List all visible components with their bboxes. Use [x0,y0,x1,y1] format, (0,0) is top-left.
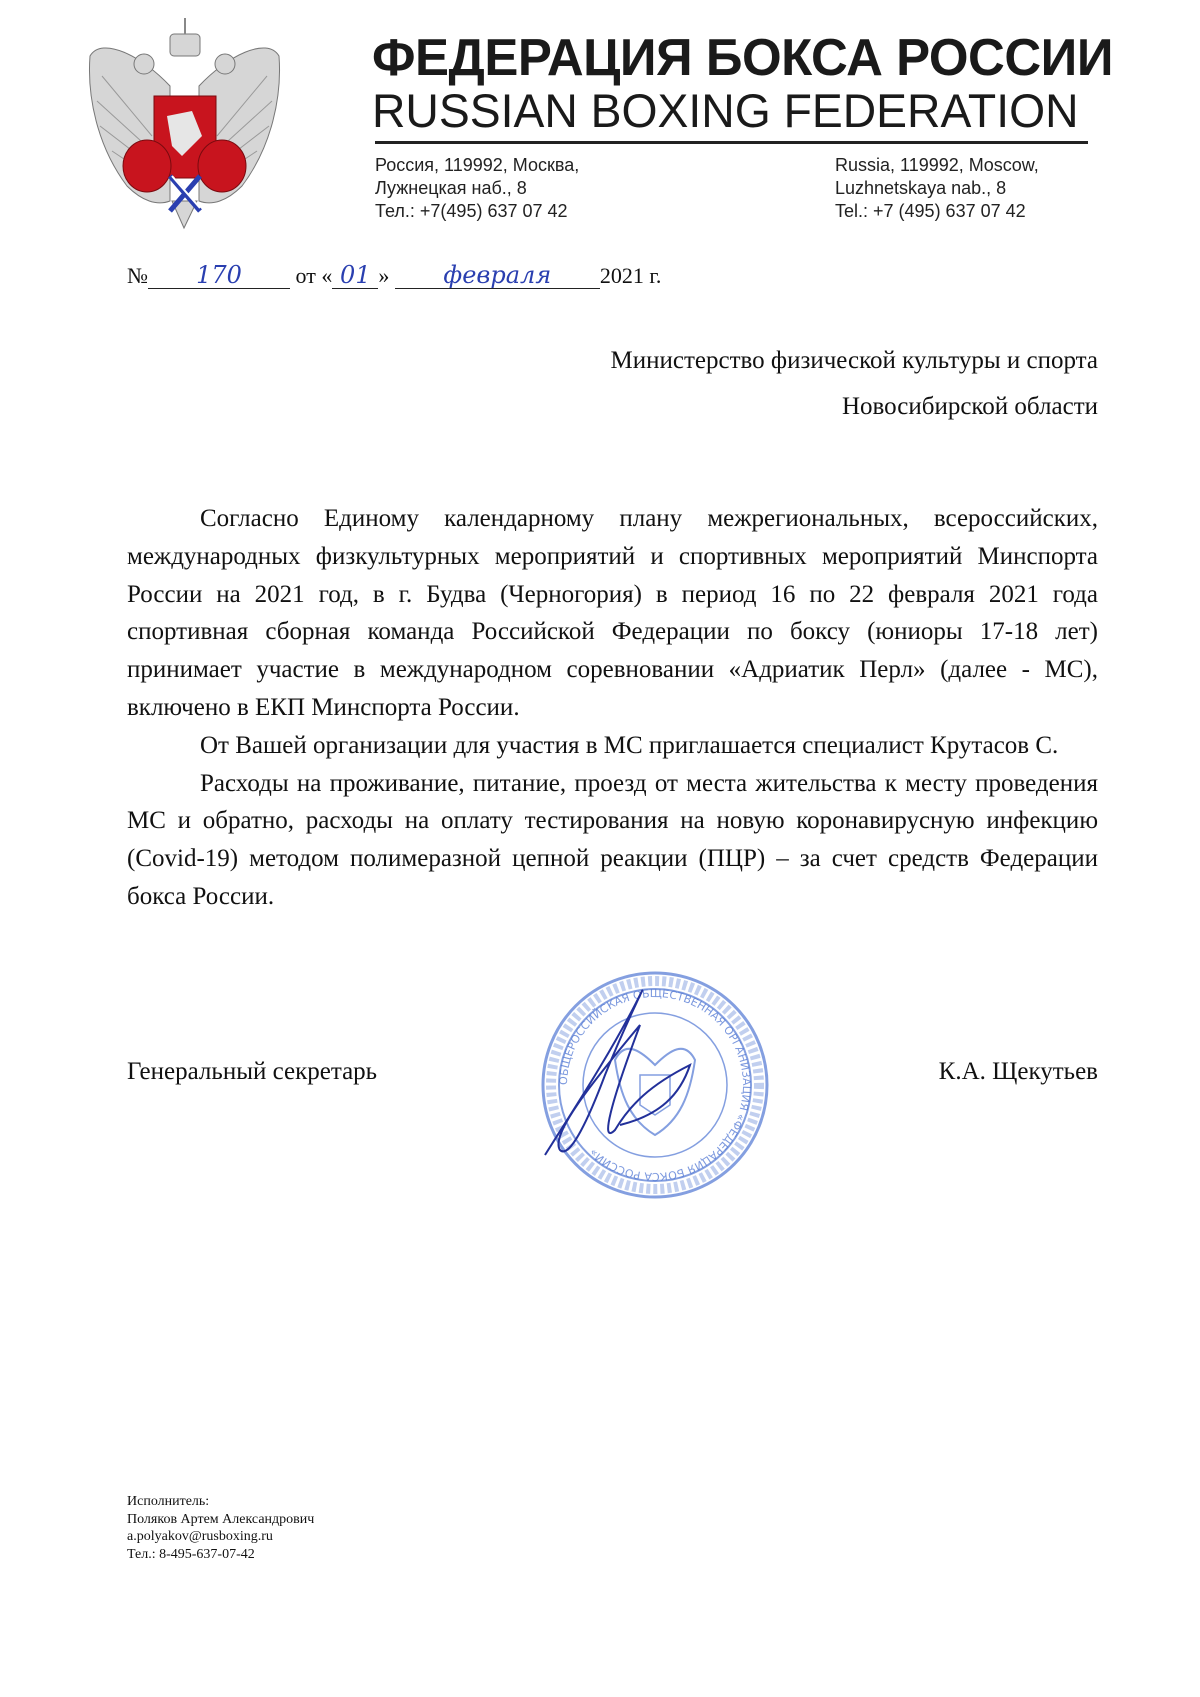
executor-name: Поляков Артем Александрович [127,1511,315,1527]
letterhead-title-ru: ФЕДЕРАЦИЯ БОКСА РОССИИ [372,29,1113,87]
paragraph: Расходы на проживание, питание, проезд от места жительства к месту проведения МС и обратно, расходы на оплату тестирования на новую коронавирусную инфекцию (Covid-19) методом полимеразной цепной реакции (ПЦР) – за счет средств Федерации бокса России. [127,769,1098,910]
signatory-name: К.А. Щекутьев [938,1058,1098,1085]
official-stamp [530,965,780,1205]
federation-logo [82,16,287,231]
letterhead-divider [375,141,1088,144]
address-ru [375,154,579,223]
letterhead-title-en: RUSSIAN BOXING FEDERATION [372,84,1079,137]
registration-number: 170 [148,262,290,289]
paragraph: Согласно Единому календарному плану межрегиональных, всероссийских, международных физкультурных мероприятий и спортивных мероприятий Минспорта России на 2021 год, в г. Будва (Черногория) в период 16 по 22 февраля 2021 года спортивная сборная команда Российской Федерации по боксу (юниоры 17-18 лет) принимает участие в международном соревновании «Адриатик Перл» (далее - МС), включено в ЕКП Минспорта России. [127,505,1098,721]
executor-label: Исполнитель: [127,1494,210,1509]
address-phone: Tel.: +7 (495) 637 07 42 [835,201,1026,221]
registration-month: февраля [395,262,600,289]
address-line: Luzhnetskaya nab., 8 [835,178,1007,198]
address-line: Россия, 119992, Москва, [375,155,580,175]
address-en [835,154,1039,223]
address-line: Лужнецкая наб., 8 [375,178,527,198]
registration-year: 2021 г. [599,263,662,288]
addressee [611,338,1098,430]
executor-info [127,1493,314,1563]
addressee-line: Министерство физической культуры и спорта [610,347,1098,374]
letter-body [127,500,1098,916]
executor-phone: Тел.: 8-495-637-07-42 [127,1546,255,1562]
stamp-text: ОБЩЕРОССИЙСКАЯ ОБЩЕСТВЕННАЯ ОРГАНИЗАЦИЯ «ФЕДЕРАЦИЯ БОКСА РОССИИ» [556,986,754,1184]
registration-line [127,262,661,289]
addressee-line: Новосибирской области [841,393,1098,420]
paragraph: От Вашей организации для участия в МС приглашается специалист Крутасов С. [200,731,1059,759]
close-quote: » [378,263,390,288]
address-line: Russia, 119992, Moscow, [835,155,1039,175]
executor-email: a.polyakov@rusboxing.ru [127,1529,273,1544]
registration-day: 01 [332,262,378,289]
signatory-position: Генеральный секретарь [127,1058,378,1085]
from-label: от « [295,263,333,288]
address-phone: Тел.: +7(495) 637 07 42 [375,201,568,221]
number-label: № [127,263,148,288]
